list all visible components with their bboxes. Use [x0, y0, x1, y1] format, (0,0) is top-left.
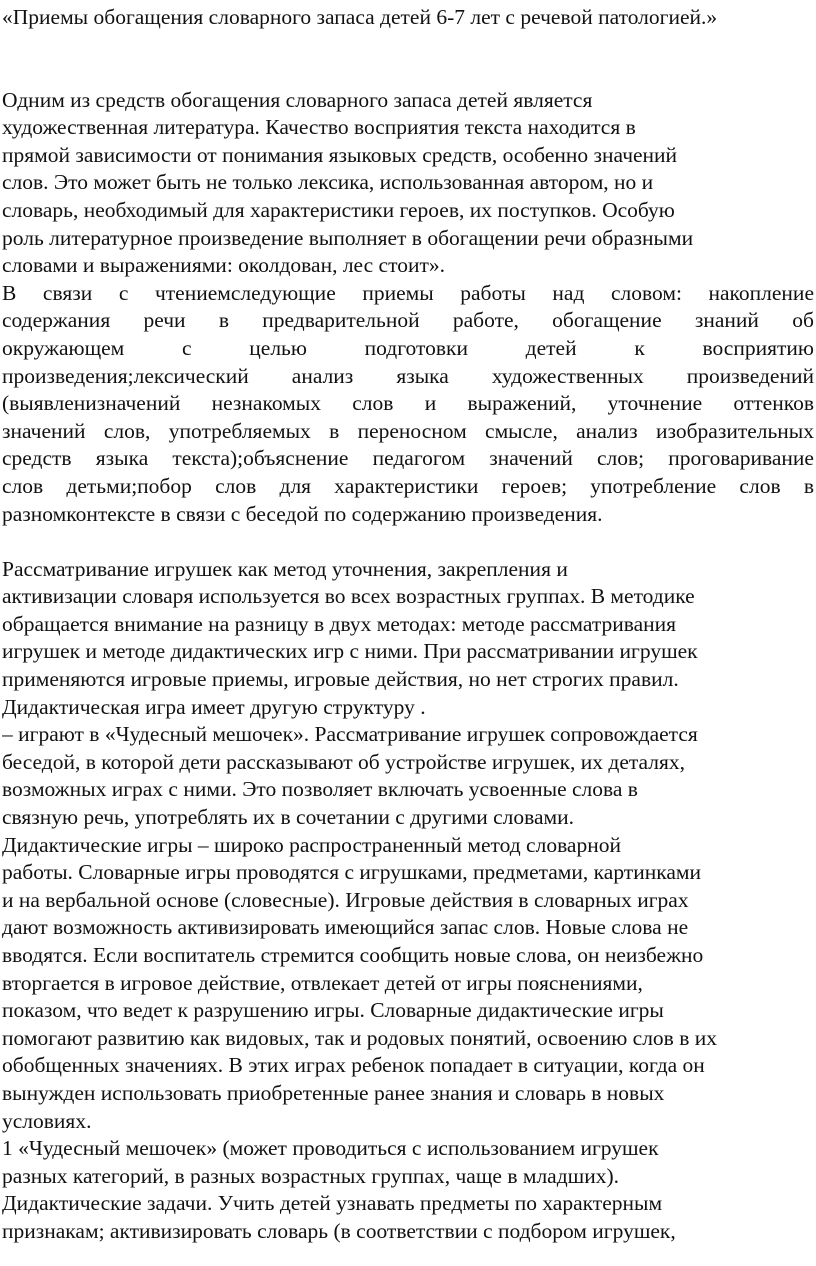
- text-line: дают возможность активизировать имеющийся запас слов. Новые слова не: [2, 915, 689, 940]
- word: слов: [739, 473, 781, 498]
- text-line: применяются игровые приемы, игровые действия, но нет строгих правил.: [2, 667, 679, 692]
- word: В: [2, 280, 17, 305]
- word: слов: [2, 473, 44, 498]
- justified-line: [2, 473, 814, 501]
- word: приемы: [362, 280, 434, 305]
- word: обогащение: [552, 308, 662, 333]
- word: употребление: [590, 473, 717, 498]
- justified-line: [2, 307, 814, 335]
- paragraph-spacer: [2, 528, 814, 556]
- text-line: словарь, необходимый для характеристики героев, их поступков. Особую: [2, 197, 675, 222]
- word: выражений,: [467, 391, 577, 416]
- paragraph-2: [2, 280, 814, 528]
- word: оттенков: [733, 391, 814, 416]
- text-line: работы. Словарные игры проводятся с игрушками, предметами, картинками: [2, 860, 701, 885]
- justified-line: [2, 363, 814, 391]
- word: слов: [215, 473, 257, 498]
- word: смысле,: [485, 418, 558, 443]
- word: незнакомых: [211, 391, 321, 416]
- word: восприятию: [702, 335, 814, 360]
- text-line: Одним из средств обогащения словарного запаса детей является: [2, 87, 593, 112]
- document-title: «Приемы обогащения словарного запаса детей 6-7 лет с речевой патологией.»: [2, 5, 718, 29]
- word: языка: [95, 446, 149, 471]
- word: над: [552, 280, 585, 305]
- word: содержания: [2, 308, 111, 333]
- text-line: условиях.: [2, 1108, 92, 1133]
- word: словом:: [610, 280, 682, 305]
- word: в: [803, 473, 814, 498]
- text-line: прямой зависимости от понимания языковых средств, особенно значений: [2, 142, 678, 167]
- text-line: художественная литература. Качество восприятия текста находится в: [2, 115, 636, 140]
- text-line: 1 «Чудесный мешочек» (может проводиться с использованием игрушек: [2, 1136, 659, 1161]
- text-line: словами и выражениями: околдован, лес стоит».: [2, 253, 445, 278]
- word: характеристики: [334, 473, 479, 498]
- text-line: роль литературное произведение выполняет в обогащении речи образными: [2, 225, 694, 250]
- word: в: [329, 418, 340, 443]
- word: окружающем: [2, 335, 125, 360]
- text-line: разномконтексте в связи с беседой по содержанию произведения.: [2, 501, 603, 526]
- paragraph-1: [2, 87, 814, 280]
- word: детей: [525, 335, 577, 360]
- text-line: Дидактическая игра имеет другую структуру .: [2, 694, 426, 719]
- word: изобразительных: [655, 418, 814, 443]
- justified-line: [2, 335, 814, 363]
- word: слов: [352, 391, 394, 416]
- word: подготовки: [364, 335, 468, 360]
- text-line: активизации словаря используется во всех возрастных группах. В методике: [2, 584, 695, 609]
- word: произведений: [686, 363, 814, 388]
- word: слов,: [103, 418, 151, 443]
- word: употребляемых: [168, 418, 311, 443]
- word: к: [634, 335, 645, 360]
- text-line: Дидактические игры – широко распространенный метод словарной: [2, 832, 621, 857]
- justified-line: [2, 280, 814, 308]
- justified-line: [2, 418, 814, 446]
- word: речи: [143, 308, 186, 333]
- justified-line: [2, 390, 814, 418]
- word: анализ: [576, 418, 638, 443]
- word: средств: [2, 446, 72, 471]
- word: языка: [396, 363, 449, 388]
- justified-line: [2, 445, 814, 473]
- text-line: обращается внимание на разницу в двух методах: методе рассматривания: [2, 611, 677, 636]
- word: значений: [489, 446, 573, 471]
- word: и: [424, 391, 437, 416]
- word: работе,: [452, 308, 519, 333]
- text-line: вводятся. Если воспитатель стремится сообщить новые слова, он неизбежно: [2, 943, 704, 967]
- word: анализ: [291, 363, 354, 388]
- text-line: обобщенных значениях. В этих играх ребенок попадает в ситуации, когда он: [2, 1053, 705, 1078]
- word: (выявленизначений: [2, 391, 181, 416]
- word: переносном: [357, 418, 467, 443]
- word: для: [279, 473, 312, 498]
- text-line: беседой, в которой дети рассказывают об устройстве игрушек, их деталях,: [2, 749, 686, 774]
- word: работы: [460, 280, 526, 305]
- word: героев;: [501, 473, 568, 498]
- text-line: показом, что ведет к разрушению игры. Словарные дидактические игры: [2, 998, 664, 1023]
- text-line: помогают развитию как видовых, так и родовых понятий, освоению слов в их: [2, 1025, 717, 1050]
- text-line: вторгается в игровое действие, отвлекает детей от игры пояснениями,: [2, 970, 643, 995]
- text-line: связную речь, употреблять их в сочетании с другими словами.: [2, 805, 575, 830]
- text-line: Рассматривание игрушек как метод уточнения, закрепления и: [2, 556, 568, 581]
- word: уточнение: [607, 391, 703, 416]
- word: связи: [42, 280, 93, 305]
- text-line: – играют в «Чудесный мешочек». Рассматривание игрушек сопровождается: [2, 722, 698, 747]
- word: значений: [2, 418, 86, 443]
- word: с: [118, 280, 129, 305]
- word: педагогом: [372, 446, 466, 471]
- text-line: и на вербальной основе (словесные). Игровые действия в словарных играх: [2, 887, 689, 912]
- word: накопление: [708, 280, 814, 305]
- text-line: игрушек и методе дидактических игр с ними. При рассматривании игрушек: [2, 639, 698, 664]
- word: предварительной: [262, 308, 420, 333]
- text-line: возможных играх с ними. Это позволяет включать усвоенные слова в: [2, 777, 638, 802]
- word: текста);объяснение: [172, 446, 349, 471]
- text-line: Дидактические задачи. Учить детей узнавать предметы по характерным: [2, 1191, 663, 1216]
- word: целью: [249, 335, 307, 360]
- word: произведения;лексический: [2, 363, 249, 388]
- text-line: слов. Это может быть не только лексика, использованная автором, но и: [2, 170, 654, 195]
- word: проговаривание: [668, 446, 814, 471]
- word: детьми;побор: [66, 473, 192, 498]
- text-line: разных категорий, в разных возрастных группах, чаще в младших).: [2, 1163, 620, 1188]
- word: знаний: [694, 308, 759, 333]
- word: об: [792, 308, 814, 333]
- word: чтениемследующие: [154, 280, 336, 305]
- word: художественных: [491, 363, 644, 388]
- word: в: [218, 308, 229, 333]
- word: с: [182, 335, 192, 360]
- text-line: вынужден использовать приобретенные ранее знания и словарь в новых: [2, 1080, 665, 1105]
- paragraph-3: [2, 556, 814, 1246]
- word: слов;: [596, 446, 645, 471]
- text-line: признакам; активизировать словарь (в соответствии с подбором игрушек,: [2, 1218, 676, 1243]
